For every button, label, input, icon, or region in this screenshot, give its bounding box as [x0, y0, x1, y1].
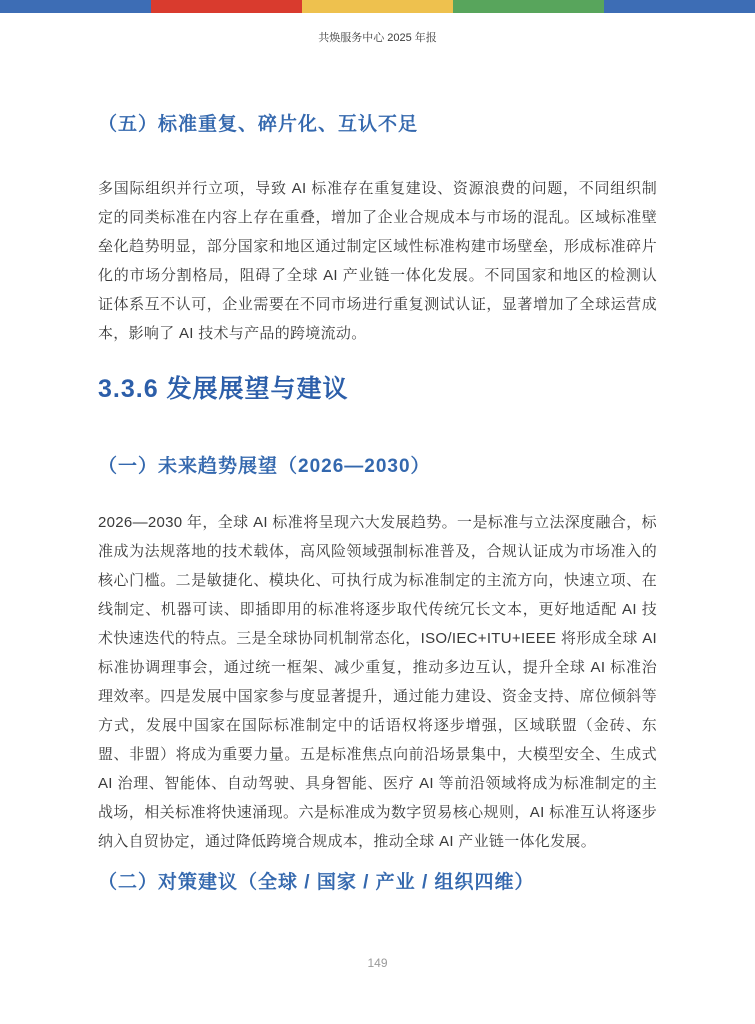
- subsection-heading-recommendations: （二）对策建议（全球 / 国家 / 产业 / 组织四维）: [98, 872, 535, 893]
- page-number: 149: [367, 956, 388, 970]
- page-content: [0, 112, 755, 896]
- section-heading-standards-fragmentation: （五）标准重复、碎片化、互认不足: [98, 114, 419, 135]
- document-header-title: 共焕服务中心 2025 年报: [318, 32, 437, 44]
- subsection-heading-future-outlook: （一）未来趋势展望（2026—2030）: [98, 456, 431, 477]
- top-color-bar: [0, 0, 755, 13]
- top-bar-segment-yellow: [302, 0, 453, 13]
- paragraph-future-outlook: 2026—2030 年，全球 AI 标准将呈现六大发展趋势。一是标准与立法深度融合，标准成为法规落地的技术载体，高风险领域强制标准普及，合规认证成为市场准入的核心门槛。二是敏捷化、模块化、可执行成为标准制定的主流方向，快速立项、在线制定、机器可读、即插即用的标准将逐步取代传统冗长文本，更好地适配 AI 技术快速迭代的特点。三是全球协同机制常态化，ISO/IEC+ITU+IEEE 将形成全球 AI 标准协调理事会，通过统一框架、减少重复，推动多边互认，提升全球 AI 标准治理效率。四是发展中国家参与度显著提升，通过能力建设、资金支持、席位倾斜等方式，发展中国家在国际标准制定中的话语权将逐步增强，区域联盟（金砖、东盟、非盟）将成为重要力量。五是标准焦点向前沿场景集中，大模型安全、生成式 AI 治理、智能体、自动驾驶、具身智能、医疗 AI 等前沿领域将成为标准制定的主战场，相关标准将快速涌现。六是标准成为数字贸易核心规则，AI 标准互认将逐步纳入自贸协定，通过降低跨境合规成本，推动全球 AI 产业链一体化发展。: [98, 514, 657, 850]
- chapter-heading-3-3-6: 3.3.6 发展展望与建议: [98, 375, 349, 403]
- top-bar-segment-red: [151, 0, 302, 13]
- paragraph-standards-fragmentation: 多国际组织并行立项，导致 AI 标准存在重复建设、资源浪费的问题，不同组织制定的同类标准在内容上存在重叠，增加了企业合规成本与市场的混乱。区域标准壁垒化趋势明显，部分国家和地区通过制定区域性标准构建市场壁垒，形成标准碎片化的市场分割格局，阻碍了全球 AI 产业链一体化发展。不同国家和地区的检测认证体系互不认可，企业需要在不同市场进行重复测试认证，显著增加了全球运营成本，影响了 AI 技术与产品的跨境流动。: [98, 180, 657, 342]
- top-bar-segment-blue-1: [0, 0, 151, 13]
- top-bar-segment-green: [453, 0, 604, 13]
- top-bar-segment-blue-2: [604, 0, 755, 13]
